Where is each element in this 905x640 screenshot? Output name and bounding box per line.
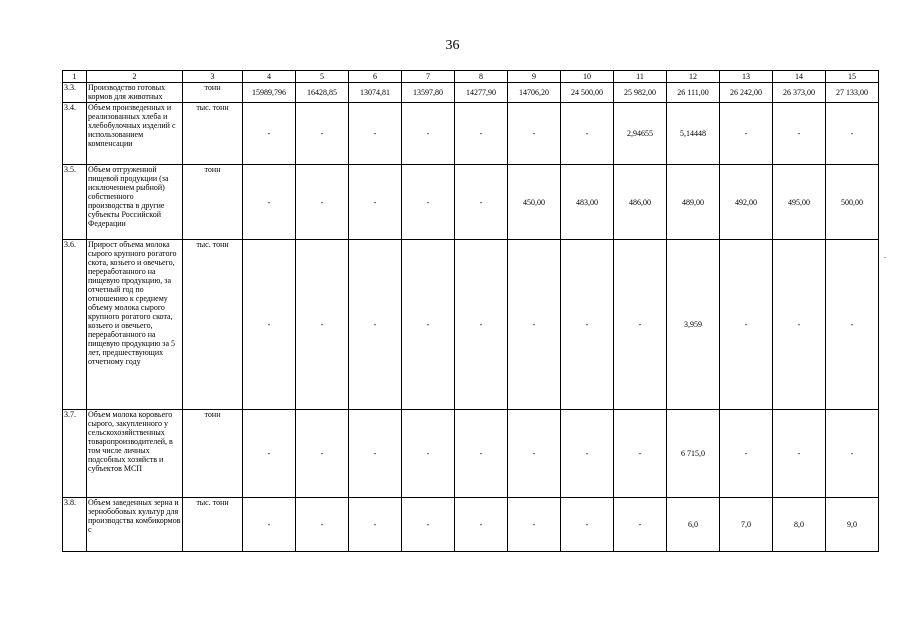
- value-cell: 6 715,0: [667, 410, 720, 498]
- table-row: [63, 103, 879, 165]
- value-cell: -: [455, 103, 508, 165]
- value-cell: -: [773, 240, 826, 410]
- indicators-table: [62, 70, 879, 552]
- header-cell: 7: [402, 71, 455, 83]
- header-cell: 13: [720, 71, 773, 83]
- value-cell: 483,00: [561, 165, 614, 240]
- value-cell: 13074,81: [349, 83, 402, 103]
- row-number: 3.3.: [63, 83, 87, 103]
- value-cell: -: [402, 103, 455, 165]
- table-row: [63, 498, 879, 552]
- value-cell: 9,0: [826, 498, 879, 552]
- row-number: 3.5.: [63, 165, 87, 240]
- header-cell: 11: [614, 71, 667, 83]
- header-cell: 8: [455, 71, 508, 83]
- value-cell: 6,0: [667, 498, 720, 552]
- value-cell: 14706,20: [508, 83, 561, 103]
- value-cell: -: [561, 498, 614, 552]
- value-cell: -: [455, 410, 508, 498]
- value-cell: -: [614, 498, 667, 552]
- value-cell: -: [508, 103, 561, 165]
- value-cell: -: [296, 165, 349, 240]
- value-cell: -: [561, 103, 614, 165]
- value-cell: -: [243, 498, 296, 552]
- value-cell: -: [296, 103, 349, 165]
- header-cell: 3: [183, 71, 243, 83]
- value-cell: -: [349, 410, 402, 498]
- value-cell: -: [561, 240, 614, 410]
- value-cell: -: [349, 240, 402, 410]
- value-cell: -: [296, 498, 349, 552]
- value-cell: -: [561, 410, 614, 498]
- value-cell: -: [720, 240, 773, 410]
- header-cell: 9: [508, 71, 561, 83]
- indicator-name: Объем молока коровьего сырого, закупленного у сельскохозяйственных товаропроизводителей, в том числе личных подсобных хозяйств и субъектов МСП: [87, 410, 183, 498]
- value-cell: -: [349, 103, 402, 165]
- row-number: 3.8.: [63, 498, 87, 552]
- value-cell: -: [349, 498, 402, 552]
- value-cell: 495,00: [773, 165, 826, 240]
- table-row: [63, 240, 879, 410]
- unit: тонн: [183, 410, 243, 498]
- value-cell: 8,0: [773, 498, 826, 552]
- value-cell: -: [243, 165, 296, 240]
- value-cell: -: [296, 240, 349, 410]
- value-cell: -: [455, 165, 508, 240]
- value-cell: -: [826, 103, 879, 165]
- value-cell: -: [508, 240, 561, 410]
- header-cell: 2: [87, 71, 183, 83]
- value-cell: 16428,85: [296, 83, 349, 103]
- value-cell: 486,00: [614, 165, 667, 240]
- value-cell: 25 982,00: [614, 83, 667, 103]
- row-number: 3.6.: [63, 240, 87, 410]
- header-cell: 12: [667, 71, 720, 83]
- value-cell: -: [614, 240, 667, 410]
- header-cell: 4: [243, 71, 296, 83]
- value-cell: -: [402, 240, 455, 410]
- row-number: 3.7.: [63, 410, 87, 498]
- header-cell: 15: [826, 71, 879, 83]
- value-cell: 27 133,00: [826, 83, 879, 103]
- value-cell: -: [826, 240, 879, 410]
- value-cell: 489,00: [667, 165, 720, 240]
- value-cell: -: [349, 165, 402, 240]
- unit: тыс. тонн: [183, 103, 243, 165]
- value-cell: -: [614, 410, 667, 498]
- value-cell: -: [296, 410, 349, 498]
- value-cell: 7,0: [720, 498, 773, 552]
- header-cell: 6: [349, 71, 402, 83]
- value-cell: -: [402, 165, 455, 240]
- value-cell: 450,00: [508, 165, 561, 240]
- value-cell: 5,14448: [667, 103, 720, 165]
- indicator-name: Объем отгруженной пищевой продукции (за исключением рыбной) собственного производства в другие субъекты Российской Федерации: [87, 165, 183, 240]
- page-number: 36: [445, 38, 460, 53]
- value-cell: 492,00: [720, 165, 773, 240]
- unit: тонн: [183, 83, 243, 103]
- header-cell: 14: [773, 71, 826, 83]
- value-cell: -: [826, 410, 879, 498]
- value-cell: 3,959: [667, 240, 720, 410]
- value-cell: -: [508, 498, 561, 552]
- header-cell: 5: [296, 71, 349, 83]
- header-cell: 10: [561, 71, 614, 83]
- indicator-name: Прирост объема молока сырого крупного рогатого скота, козьего и овечьего, переработанного на пищевую продукцию, за отчетный год по отношению к среднему объему молока сырого крупного рогатого скота, козьего и овечьего, переработанного на пищевую продукцию за 5 лет, предшествующих отчетному году: [87, 240, 183, 410]
- value-cell: -: [243, 240, 296, 410]
- value-cell: 500,00: [826, 165, 879, 240]
- table-row: [63, 165, 879, 240]
- value-cell: -: [773, 410, 826, 498]
- row-number: 3.4.: [63, 103, 87, 165]
- value-cell: 14277,90: [455, 83, 508, 103]
- value-cell: 26 242,00: [720, 83, 773, 103]
- indicator-name: Производство готовых кормов для животных: [87, 83, 183, 103]
- value-cell: -: [720, 410, 773, 498]
- value-cell: 15989,796: [243, 83, 296, 103]
- value-cell: -: [455, 240, 508, 410]
- value-cell: 24 500,00: [561, 83, 614, 103]
- indicator-name: Объем заведенных зерна и зернобобовых культур для производства комбикормов с: [87, 498, 183, 552]
- table-row: [63, 410, 879, 498]
- value-cell: -: [720, 103, 773, 165]
- table-body: [63, 71, 879, 552]
- value-cell: -: [402, 410, 455, 498]
- value-cell: -: [508, 410, 561, 498]
- value-cell: -: [455, 498, 508, 552]
- value-cell: 26 111,00: [667, 83, 720, 103]
- value-cell: 2,94655: [614, 103, 667, 165]
- header-cell: 1: [63, 71, 87, 83]
- unit: тонн: [183, 165, 243, 240]
- unit: тыс. тонн: [183, 498, 243, 552]
- unit: тыс. тонн: [183, 240, 243, 410]
- table-row: [63, 83, 879, 103]
- stray-mark: .: [884, 251, 886, 260]
- value-cell: 26 373,00: [773, 83, 826, 103]
- value-cell: 13597,80: [402, 83, 455, 103]
- value-cell: -: [402, 498, 455, 552]
- indicator-name: Объем произведенных и реализованных хлеба и хлебобулочных изделий с использованием компенсации: [87, 103, 183, 165]
- value-cell: -: [773, 103, 826, 165]
- value-cell: -: [243, 410, 296, 498]
- value-cell: -: [243, 103, 296, 165]
- header-row: [63, 71, 879, 83]
